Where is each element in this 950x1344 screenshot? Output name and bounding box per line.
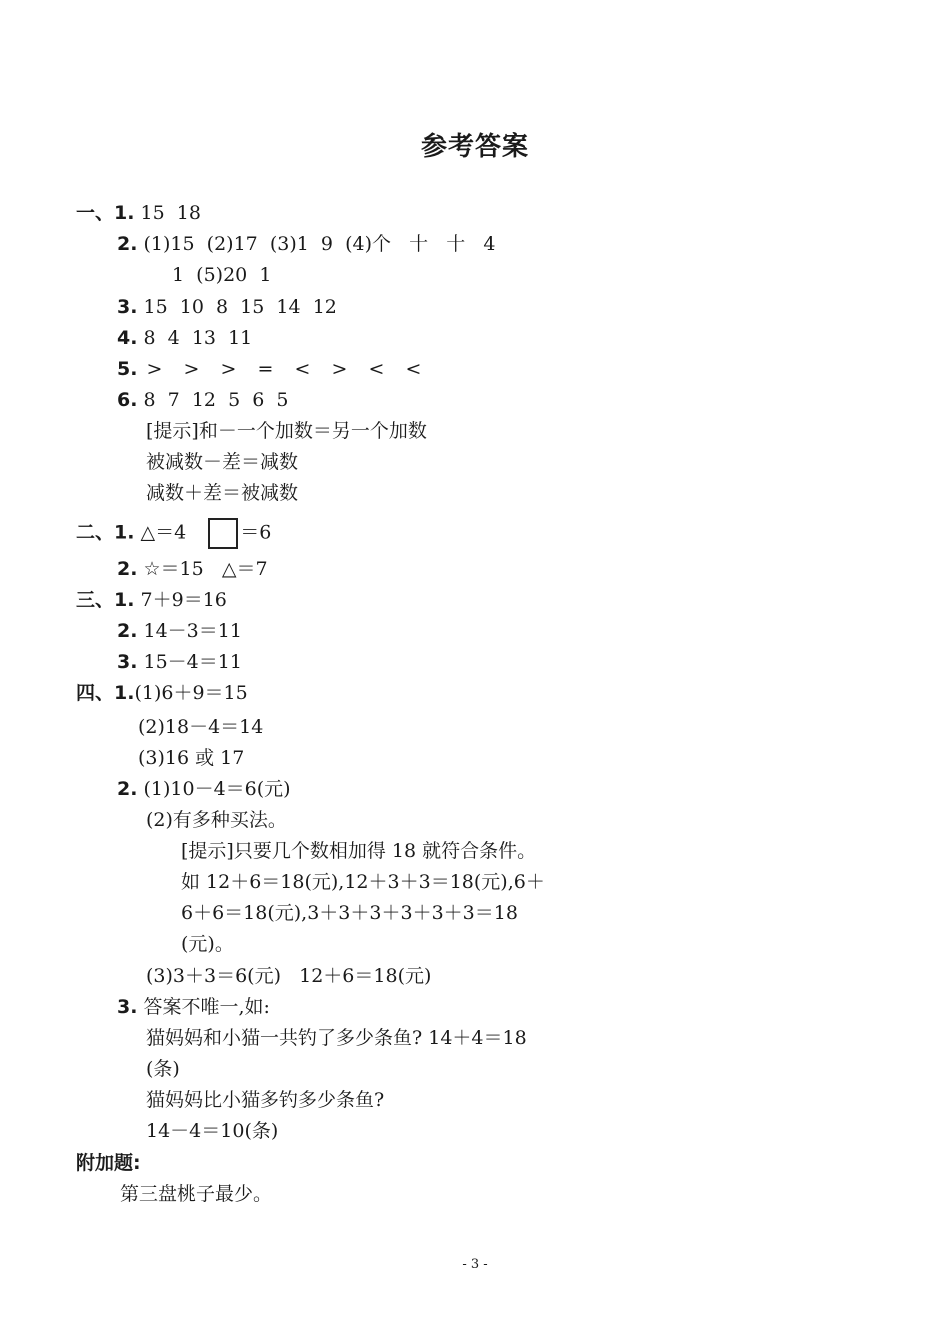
question-number: 5.	[117, 358, 138, 380]
section-4-q1-part1	[76, 680, 248, 706]
section-4-q2-part1	[117, 776, 291, 802]
answer-text: 答案不唯一,如:	[143, 996, 270, 1018]
section-4-q3-line3: (条)	[146, 1058, 180, 1080]
section-4-q2-hint-2: 如 12＋6＝18(元),12＋3＋3＝18(元),6＋	[181, 871, 545, 893]
section-1-q6	[117, 387, 289, 413]
answer-text: 15 10 8 15 14 12	[143, 296, 337, 318]
answer-text: (1)6＋9＝15	[134, 682, 248, 704]
question-number: 1.	[114, 682, 135, 704]
section-4-label: 四、	[76, 682, 115, 704]
section-4-q2-part2: (2)有多种买法。	[146, 809, 287, 831]
question-number: 4.	[117, 327, 138, 349]
question-number: 2.	[117, 778, 138, 800]
section-3-q3	[117, 649, 242, 675]
section-4-q3-line1	[117, 994, 270, 1020]
extra-answer: 第三盘桃子最少。	[120, 1183, 273, 1205]
page-number: - 3 -	[462, 1257, 488, 1272]
question-number: 6.	[117, 389, 138, 411]
section-4-q1-part3: (3)16 或 17	[138, 747, 245, 769]
answer-text: 8 4 13 11	[143, 327, 253, 349]
answer-text: △＝4	[140, 521, 187, 544]
section-4-q1-part2: (2)18－4＝14	[138, 716, 264, 738]
answer-text: 15－4＝11	[143, 651, 242, 673]
question-number: 1.	[114, 589, 135, 611]
section-4-q2-hint-3: 6＋6＝18(元),3＋3＋3＋3＋3＋3＝18	[181, 902, 518, 924]
section-3-label: 三、	[76, 589, 115, 611]
section-4-q2-hint-4: (元)。	[181, 933, 234, 955]
question-number: 3.	[117, 996, 138, 1018]
section-3-q1	[76, 587, 227, 613]
question-number: 2.	[117, 233, 138, 255]
extra-label: 附加题:	[76, 1152, 141, 1174]
question-number: 2.	[117, 558, 138, 580]
section-1-q2-line1	[117, 231, 495, 257]
question-number: 1.	[114, 521, 135, 544]
question-number: 1.	[114, 202, 135, 224]
section-3-q2	[117, 618, 242, 644]
section-1-hint-3: 减数＋差＝被减数	[146, 482, 299, 504]
answer-text: 14－3＝11	[143, 620, 242, 642]
answer-text: > > > = < > < <	[146, 358, 425, 380]
section-1-label: 一、	[76, 202, 115, 224]
answer-text: 8 7 12 5 6 5	[143, 389, 289, 411]
answer-text: (1)10－4＝6(元)	[143, 778, 291, 800]
section-1-q4	[117, 325, 252, 351]
section-1-q5	[117, 356, 424, 382]
section-2-q2	[117, 556, 268, 582]
question-number: 3.	[117, 296, 138, 318]
section-2-label: 二、	[76, 521, 115, 544]
section-4-q3-line4: 猫妈妈比小猫多钓多少条鱼?	[146, 1089, 385, 1111]
section-1-q3	[117, 294, 337, 320]
question-number: 3.	[117, 651, 138, 673]
section-4-q3-line5: 14－4＝10(条)	[146, 1120, 279, 1142]
square-shape	[208, 518, 238, 549]
question-number: 2.	[117, 620, 138, 642]
answer-text: 7＋9＝16	[140, 589, 227, 611]
section-2-q1	[76, 518, 271, 549]
section-1-hint-1: [提示]和－一个加数＝另一个加数	[146, 420, 427, 442]
section-4-q3-line2: 猫妈妈和小猫一共钓了多少条鱼? 14＋4＝18	[146, 1027, 527, 1049]
answer-text: ☆＝15 △＝7	[143, 558, 268, 580]
section-1-hint-2: 被减数－差＝减数	[146, 451, 299, 473]
answer-text: ＝6	[240, 521, 272, 544]
section-4-q2-part3: (3)3＋3＝6(元) 12＋6＝18(元)	[146, 965, 432, 987]
section-4-q2-hint-1: [提示]只要几个数相加得 18 就符合条件。	[181, 840, 537, 862]
page-title: 参考答案	[420, 132, 529, 162]
section-1-q1	[76, 200, 201, 226]
answer-text: (1)15 (2)17 (3)1 9 (4)个 十 十 4	[143, 233, 496, 255]
answer-text: 15 18	[140, 202, 201, 224]
section-1-q2-line2: 1 (5)20 1	[172, 264, 272, 286]
